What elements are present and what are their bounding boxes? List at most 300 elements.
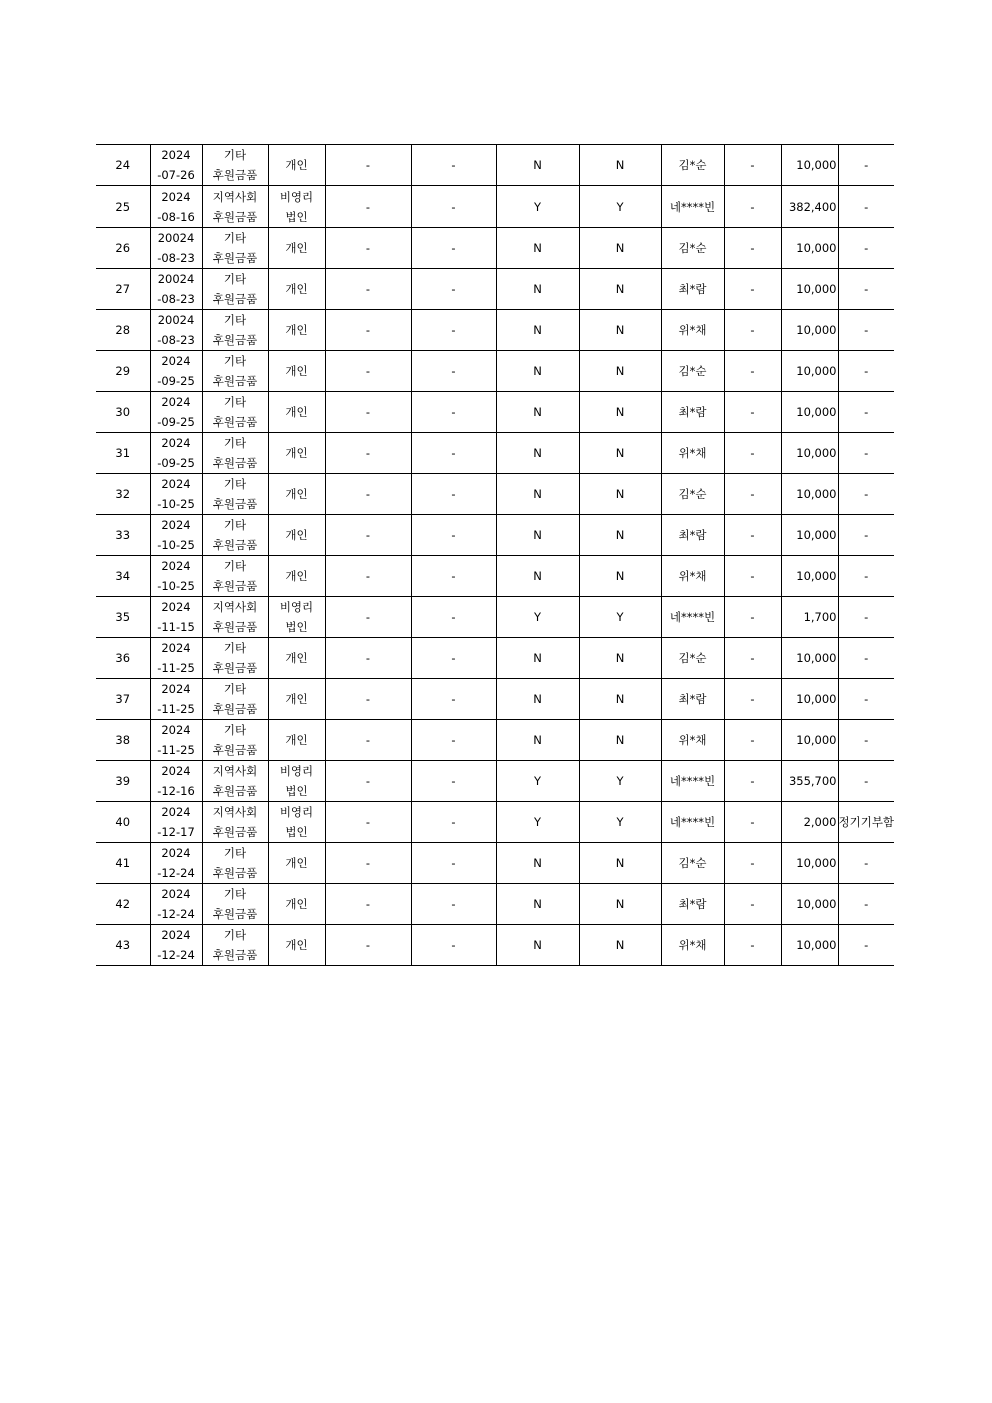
cell-date-line-2: -12-24 — [157, 907, 195, 921]
cell-number: 25 — [96, 186, 150, 228]
cell-donation-type-line-2: 후원금품 — [212, 743, 258, 757]
cell-donation-type-line-1: 지역사회 — [212, 764, 258, 778]
cell-col10: - — [724, 392, 781, 433]
cell-col6: - — [411, 145, 496, 186]
cell-donation-type-line-2: 후원금품 — [212, 497, 258, 511]
cell-amount: 10,000 — [781, 925, 838, 966]
cell-col7: N — [496, 515, 579, 556]
table-row — [96, 638, 894, 679]
cell-donation-type-line-2: 후원금품 — [212, 415, 258, 429]
cell-date — [150, 145, 202, 186]
cell-donor-name: 최*람 — [661, 515, 724, 556]
cell-donor-kind: 개인 — [268, 351, 325, 392]
cell-date-line-1: 2024 — [161, 682, 191, 696]
cell-col7: N — [496, 228, 579, 269]
cell-col7: N — [496, 433, 579, 474]
cell-number: 28 — [96, 310, 150, 351]
cell-date-line-2: -08-23 — [157, 292, 195, 306]
cell-number: 37 — [96, 679, 150, 720]
cell-donor-kind-line-2: 법인 — [285, 209, 308, 224]
cell-donor-name: 김*순 — [661, 145, 724, 186]
cell-col7: Y — [496, 597, 579, 638]
cell-date — [150, 884, 202, 925]
ledger-body — [96, 145, 894, 966]
cell-donation-type-line-1: 기타 — [223, 477, 247, 491]
cell-donor-name: 네****빈 — [661, 186, 724, 228]
cell-donation-type-line-2: 후원금품 — [212, 292, 258, 306]
cell-donor-kind — [268, 761, 325, 802]
cell-col8: N — [579, 392, 661, 433]
cell-donor-name: 김*순 — [661, 843, 724, 884]
cell-donor-name: 김*순 — [661, 228, 724, 269]
cell-col10: - — [724, 884, 781, 925]
cell-donor-kind: 개인 — [268, 145, 325, 186]
cell-donation-type-line-1: 기타 — [223, 641, 247, 655]
cell-col10: - — [724, 925, 781, 966]
cell-donor-name: 위*채 — [661, 720, 724, 761]
cell-donation-type — [202, 556, 268, 597]
cell-donation-type-line-1: 기타 — [223, 723, 247, 737]
cell-col6: - — [411, 310, 496, 351]
cell-col5: - — [325, 392, 411, 433]
cell-donation-type — [202, 433, 268, 474]
cell-amount: 10,000 — [781, 433, 838, 474]
cell-number: 35 — [96, 597, 150, 638]
cell-col5: - — [325, 802, 411, 843]
cell-donor-name: 위*채 — [661, 925, 724, 966]
cell-donation-type-line-2: 후원금품 — [212, 661, 258, 675]
cell-donation-type-line-1: 기타 — [223, 354, 247, 368]
cell-donor-kind-line-1: 비영리 — [279, 805, 314, 819]
cell-col8: N — [579, 351, 661, 392]
cell-col10: - — [724, 351, 781, 392]
cell-col10: - — [724, 433, 781, 474]
cell-donor-kind: 개인 — [268, 228, 325, 269]
cell-amount: 1,700 — [781, 597, 838, 638]
table-row — [96, 310, 894, 351]
cell-col8: N — [579, 269, 661, 310]
table-row — [96, 761, 894, 802]
cell-amount: 10,000 — [781, 474, 838, 515]
cell-amount: 2,000 — [781, 802, 838, 843]
cell-col7: N — [496, 884, 579, 925]
cell-col10: - — [724, 679, 781, 720]
cell-col6: - — [411, 925, 496, 966]
cell-col6: - — [411, 843, 496, 884]
cell-date — [150, 720, 202, 761]
cell-col7: Y — [496, 802, 579, 843]
cell-donor-kind — [268, 597, 325, 638]
cell-donor-kind: 개인 — [268, 474, 325, 515]
cell-number: 24 — [96, 145, 150, 186]
cell-date-line-1: 2024 — [161, 518, 191, 532]
cell-donation-type-line-2: 후원금품 — [212, 866, 258, 880]
cell-donor-name: 최*람 — [661, 392, 724, 433]
cell-col10: - — [724, 843, 781, 884]
table-row — [96, 351, 894, 392]
cell-donation-type-line-2: 후원금품 — [212, 538, 258, 552]
table-row — [96, 269, 894, 310]
cell-date-line-1: 2024 — [161, 846, 191, 860]
cell-donation-type-line-1: 지역사회 — [212, 805, 258, 819]
cell-donor-name: 최*람 — [661, 269, 724, 310]
cell-col7: N — [496, 474, 579, 515]
cell-col6: - — [411, 556, 496, 597]
cell-date-line-2: -10-25 — [157, 497, 195, 511]
cell-col6: - — [411, 351, 496, 392]
cell-col10: - — [724, 597, 781, 638]
cell-note: - — [838, 597, 894, 638]
cell-date — [150, 433, 202, 474]
cell-col8: N — [579, 720, 661, 761]
cell-donor-kind: 개인 — [268, 884, 325, 925]
cell-date-line-1: 20024 — [157, 231, 195, 245]
cell-col7: N — [496, 351, 579, 392]
table-row — [96, 145, 894, 186]
cell-donor-name: 김*순 — [661, 638, 724, 679]
cell-date-line-1: 2024 — [161, 600, 191, 614]
cell-note: - — [838, 228, 894, 269]
cell-donation-type — [202, 310, 268, 351]
cell-number: 29 — [96, 351, 150, 392]
cell-donor-kind: 개인 — [268, 843, 325, 884]
table-row — [96, 802, 894, 843]
cell-donation-type — [202, 597, 268, 638]
cell-col8: N — [579, 638, 661, 679]
cell-donation-type — [202, 638, 268, 679]
cell-amount: 10,000 — [781, 515, 838, 556]
cell-col6: - — [411, 597, 496, 638]
cell-donation-type-line-1: 기타 — [223, 272, 247, 286]
cell-amount: 10,000 — [781, 884, 838, 925]
cell-amount: 10,000 — [781, 392, 838, 433]
cell-col5: - — [325, 761, 411, 802]
cell-date-line-1: 2024 — [161, 477, 191, 491]
cell-date — [150, 802, 202, 843]
cell-date-line-2: -11-25 — [157, 661, 195, 675]
cell-note: - — [838, 761, 894, 802]
cell-date — [150, 556, 202, 597]
cell-amount: 10,000 — [781, 843, 838, 884]
cell-col6: - — [411, 392, 496, 433]
table-row — [96, 556, 894, 597]
cell-donation-type — [202, 720, 268, 761]
cell-col5: - — [325, 515, 411, 556]
cell-donation-type — [202, 269, 268, 310]
cell-amount: 10,000 — [781, 269, 838, 310]
cell-amount: 10,000 — [781, 556, 838, 597]
cell-date-line-1: 2024 — [161, 887, 191, 901]
cell-donor-kind-line-2: 법인 — [285, 784, 308, 798]
cell-donor-name: 최*람 — [661, 679, 724, 720]
cell-donation-type-line-1: 지역사회 — [212, 189, 258, 204]
table-row — [96, 392, 894, 433]
cell-donation-type — [202, 351, 268, 392]
cell-donation-type-line-1: 기타 — [223, 559, 247, 573]
cell-date-line-2: -09-25 — [157, 374, 195, 388]
cell-donation-type — [202, 515, 268, 556]
cell-col7: N — [496, 843, 579, 884]
table-row — [96, 515, 894, 556]
cell-date-line-1: 2024 — [161, 928, 191, 942]
cell-date-line-2: -12-17 — [157, 825, 195, 839]
cell-col8: Y — [579, 761, 661, 802]
cell-donation-type — [202, 392, 268, 433]
cell-amount: 10,000 — [781, 679, 838, 720]
cell-col6: - — [411, 474, 496, 515]
cell-note: 정기기부함 — [838, 802, 894, 843]
cell-date-line-1: 2024 — [161, 723, 191, 737]
cell-col8: N — [579, 556, 661, 597]
cell-col6: - — [411, 679, 496, 720]
cell-donation-type — [202, 474, 268, 515]
cell-col8: N — [579, 145, 661, 186]
cell-donation-type — [202, 186, 268, 228]
cell-note: - — [838, 515, 894, 556]
cell-donation-type — [202, 761, 268, 802]
cell-col8: N — [579, 228, 661, 269]
cell-col10: - — [724, 802, 781, 843]
cell-col5: - — [325, 269, 411, 310]
cell-donor-name: 네****빈 — [661, 761, 724, 802]
cell-col7: N — [496, 720, 579, 761]
cell-col7: N — [496, 310, 579, 351]
cell-amount: 10,000 — [781, 228, 838, 269]
cell-number: 42 — [96, 884, 150, 925]
cell-note: - — [838, 474, 894, 515]
cell-col5: - — [325, 843, 411, 884]
cell-amount: 382,400 — [781, 186, 838, 228]
cell-col8: Y — [579, 597, 661, 638]
cell-donor-kind: 개인 — [268, 392, 325, 433]
cell-donation-type-line-2: 후원금품 — [212, 579, 258, 593]
cell-number: 38 — [96, 720, 150, 761]
cell-col8: N — [579, 310, 661, 351]
cell-col8: N — [579, 679, 661, 720]
cell-donation-type-line-2: 후원금품 — [212, 825, 258, 839]
cell-date-line-2: -08-23 — [157, 333, 195, 347]
cell-donor-kind-line-1: 비영리 — [279, 600, 314, 614]
cell-donor-kind: 개인 — [268, 310, 325, 351]
cell-donor-kind: 개인 — [268, 515, 325, 556]
cell-col5: - — [325, 145, 411, 186]
cell-donation-type-line-1: 기타 — [223, 436, 247, 450]
cell-col10: - — [724, 310, 781, 351]
cell-note: - — [838, 884, 894, 925]
cell-date-line-2: -07-26 — [157, 168, 195, 182]
cell-col5: - — [325, 186, 411, 228]
cell-col8: N — [579, 925, 661, 966]
cell-donor-kind: 개인 — [268, 925, 325, 966]
cell-date-line-2: -10-25 — [157, 579, 195, 593]
table-row — [96, 228, 894, 269]
cell-col7: N — [496, 556, 579, 597]
cell-donation-type-line-1: 기타 — [223, 682, 247, 696]
cell-date-line-1: 2024 — [161, 354, 191, 368]
cell-col5: - — [325, 925, 411, 966]
cell-amount: 10,000 — [781, 720, 838, 761]
cell-donor-kind: 개인 — [268, 638, 325, 679]
cell-amount: 10,000 — [781, 310, 838, 351]
cell-col5: - — [325, 433, 411, 474]
cell-note: - — [838, 269, 894, 310]
cell-date — [150, 269, 202, 310]
cell-col6: - — [411, 638, 496, 679]
cell-col8: N — [579, 843, 661, 884]
cell-date — [150, 515, 202, 556]
cell-donor-kind: 개인 — [268, 720, 325, 761]
cell-donor-kind-line-2: 법인 — [285, 825, 308, 839]
cell-donation-type — [202, 925, 268, 966]
cell-col7: N — [496, 679, 579, 720]
cell-note: - — [838, 392, 894, 433]
cell-amount: 10,000 — [781, 638, 838, 679]
cell-col7: Y — [496, 186, 579, 228]
cell-donation-type-line-1: 기타 — [223, 148, 247, 162]
cell-col6: - — [411, 802, 496, 843]
cell-col10: - — [724, 761, 781, 802]
cell-col10: - — [724, 638, 781, 679]
cell-donor-name: 김*순 — [661, 351, 724, 392]
cell-col6: - — [411, 720, 496, 761]
table-row — [96, 925, 894, 966]
donation-ledger-table — [96, 144, 894, 966]
cell-donation-type-line-1: 기타 — [223, 518, 247, 532]
cell-date — [150, 474, 202, 515]
cell-date-line-2: -12-24 — [157, 948, 195, 962]
cell-col5: - — [325, 310, 411, 351]
cell-col7: N — [496, 925, 579, 966]
cell-number: 39 — [96, 761, 150, 802]
cell-col10: - — [724, 186, 781, 228]
cell-donation-type — [202, 228, 268, 269]
cell-date-line-1: 2024 — [161, 559, 191, 573]
cell-donor-name: 위*채 — [661, 433, 724, 474]
cell-number: 33 — [96, 515, 150, 556]
cell-col5: - — [325, 679, 411, 720]
cell-date-line-1: 2024 — [161, 764, 191, 778]
table-row — [96, 597, 894, 638]
cell-date — [150, 186, 202, 228]
cell-donor-kind: 개인 — [268, 556, 325, 597]
cell-col7: N — [496, 392, 579, 433]
cell-date — [150, 228, 202, 269]
cell-date-line-1: 20024 — [157, 313, 195, 327]
cell-number: 40 — [96, 802, 150, 843]
cell-date-line-1: 2024 — [161, 189, 191, 204]
cell-col8: N — [579, 515, 661, 556]
cell-donor-kind — [268, 802, 325, 843]
cell-date-line-1: 2024 — [161, 395, 191, 409]
cell-donation-type-line-1: 기타 — [223, 928, 247, 942]
cell-col6: - — [411, 761, 496, 802]
cell-donor-name: 네****빈 — [661, 597, 724, 638]
cell-note: - — [838, 720, 894, 761]
cell-col8: N — [579, 884, 661, 925]
cell-col8: N — [579, 433, 661, 474]
cell-date-line-1: 2024 — [161, 641, 191, 655]
cell-donation-type-line-2: 후원금품 — [212, 702, 258, 716]
cell-date — [150, 351, 202, 392]
cell-donor-kind-line-2: 법인 — [285, 620, 308, 634]
cell-note: - — [838, 679, 894, 720]
cell-note: - — [838, 925, 894, 966]
cell-donation-type-line-2: 후원금품 — [212, 948, 258, 962]
cell-date — [150, 843, 202, 884]
cell-donor-name: 김*순 — [661, 474, 724, 515]
cell-note: - — [838, 433, 894, 474]
cell-number: 41 — [96, 843, 150, 884]
cell-donation-type-line-2: 후원금품 — [212, 168, 258, 182]
cell-number: 31 — [96, 433, 150, 474]
cell-donation-type-line-1: 기타 — [223, 231, 247, 245]
cell-col5: - — [325, 351, 411, 392]
cell-note: - — [838, 638, 894, 679]
cell-date-line-2: -12-16 — [157, 784, 195, 798]
cell-number: 36 — [96, 638, 150, 679]
cell-col5: - — [325, 720, 411, 761]
cell-amount: 10,000 — [781, 351, 838, 392]
table-row — [96, 720, 894, 761]
cell-donation-type-line-2: 후원금품 — [212, 456, 258, 470]
cell-note: - — [838, 310, 894, 351]
cell-donor-kind-line-1: 비영리 — [279, 189, 314, 204]
cell-col5: - — [325, 884, 411, 925]
cell-note: - — [838, 556, 894, 597]
cell-donation-type — [202, 145, 268, 186]
cell-note: - — [838, 351, 894, 392]
cell-donation-type — [202, 884, 268, 925]
cell-donor-kind — [268, 186, 325, 228]
cell-number: 34 — [96, 556, 150, 597]
cell-donation-type-line-1: 지역사회 — [212, 600, 258, 614]
cell-col10: - — [724, 720, 781, 761]
cell-donation-type-line-2: 후원금품 — [212, 620, 258, 634]
cell-number: 27 — [96, 269, 150, 310]
cell-donation-type-line-2: 후원금품 — [212, 907, 258, 921]
cell-date-line-2: -09-25 — [157, 415, 195, 429]
cell-donation-type — [202, 802, 268, 843]
cell-donation-type-line-2: 후원금품 — [212, 251, 258, 265]
cell-col5: - — [325, 597, 411, 638]
cell-donor-name: 위*채 — [661, 556, 724, 597]
cell-donor-name: 네****빈 — [661, 802, 724, 843]
cell-date-line-2: -10-25 — [157, 538, 195, 552]
cell-donation-type-line-1: 기타 — [223, 395, 247, 409]
cell-col5: - — [325, 556, 411, 597]
cell-col7: Y — [496, 761, 579, 802]
cell-donation-type — [202, 843, 268, 884]
cell-donation-type-line-2: 후원금품 — [212, 784, 258, 798]
cell-date — [150, 597, 202, 638]
cell-donor-kind: 개인 — [268, 679, 325, 720]
cell-col7: N — [496, 145, 579, 186]
cell-col6: - — [411, 228, 496, 269]
cell-col8: Y — [579, 802, 661, 843]
table-row — [96, 186, 894, 228]
cell-date — [150, 761, 202, 802]
cell-donor-kind-line-1: 비영리 — [279, 764, 314, 778]
cell-date-line-1: 20024 — [157, 272, 195, 286]
cell-col8: Y — [579, 186, 661, 228]
cell-date-line-2: -08-16 — [157, 209, 195, 224]
cell-col6: - — [411, 433, 496, 474]
table-row — [96, 433, 894, 474]
cell-col6: - — [411, 515, 496, 556]
cell-col7: N — [496, 638, 579, 679]
cell-col10: - — [724, 474, 781, 515]
cell-donor-name: 최*람 — [661, 884, 724, 925]
